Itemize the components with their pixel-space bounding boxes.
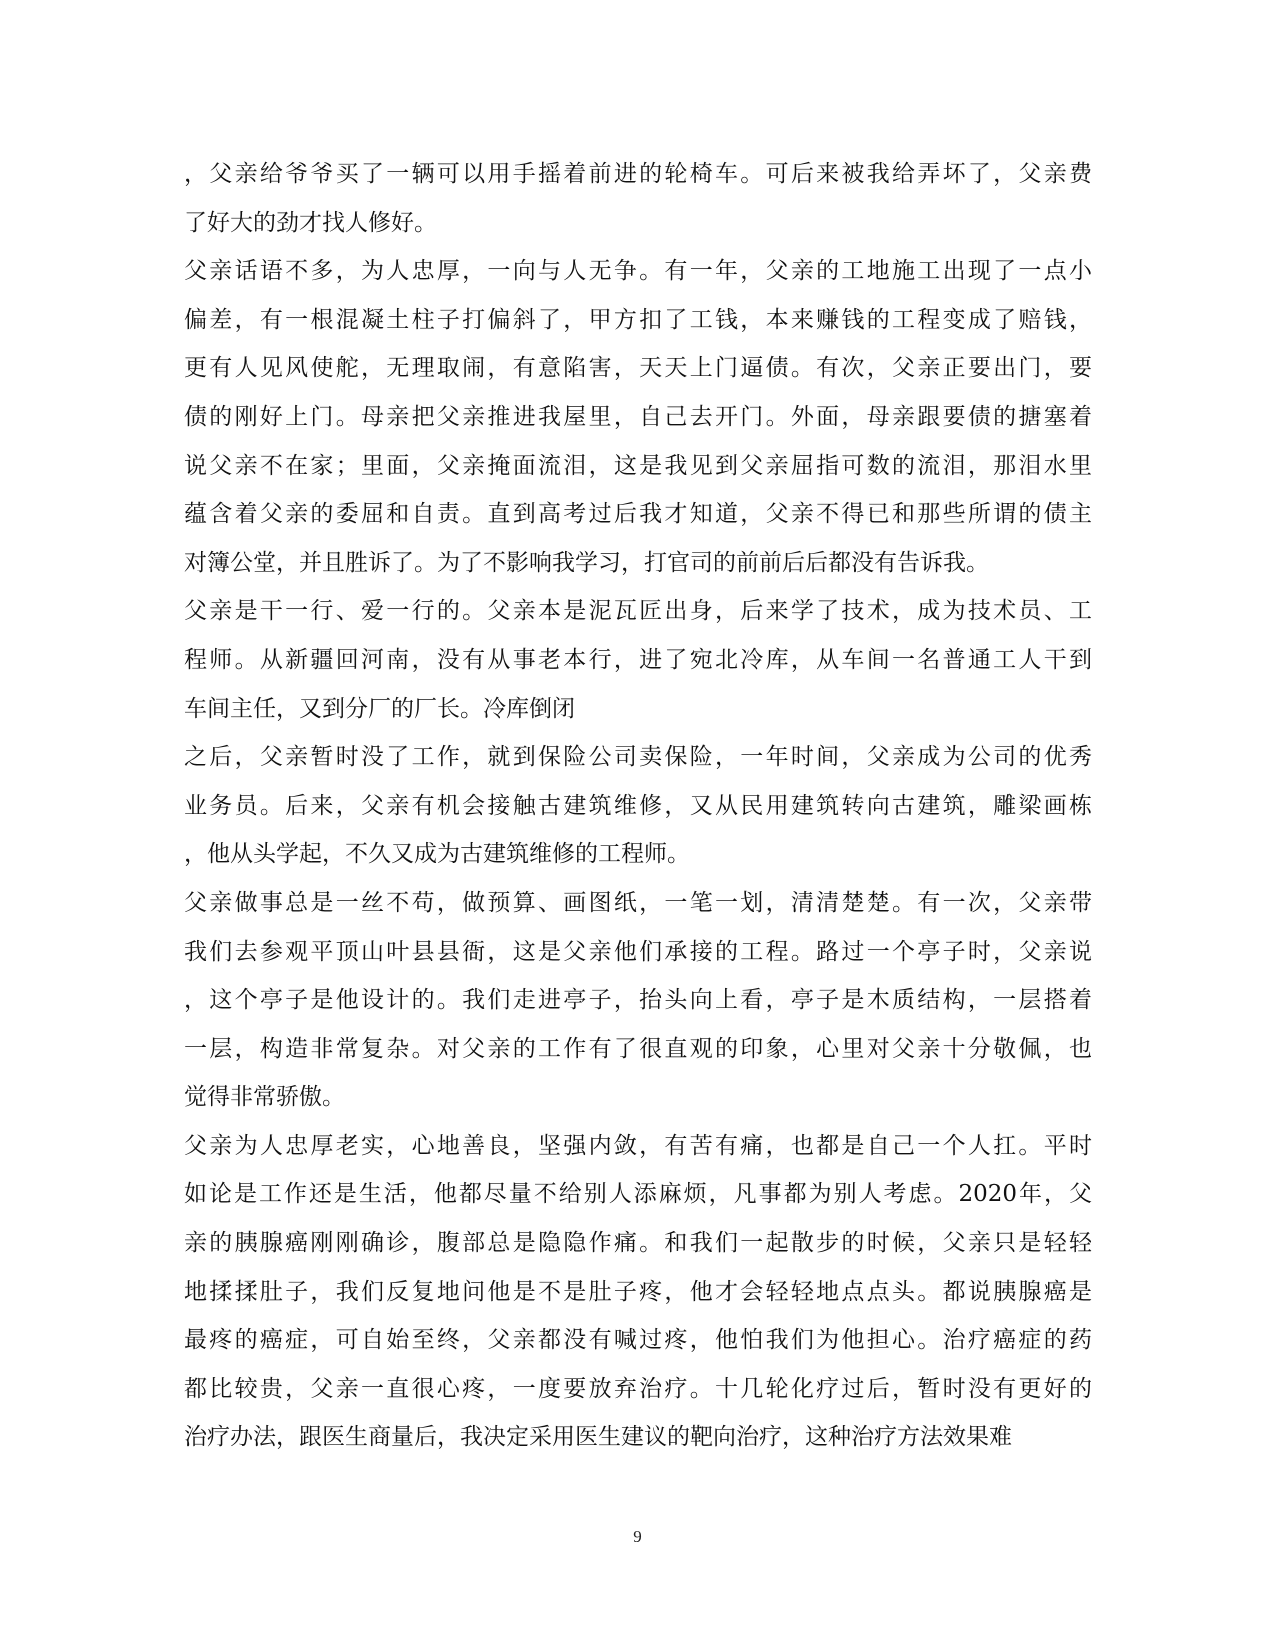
text-line: 治疗办法，跟医生商量后，我决定采用医生建议的靶向治疗，这种治疗方法效果难: [184, 1424, 1012, 1451]
text-line: 车间主任，又到分厂的厂长。冷库倒闭: [184, 695, 575, 722]
text-line: 蕴含着父亲的委屈和自责。直到高考过后我才知道，父亲不得已和那些所谓的债主: [184, 501, 1092, 528]
text-line: 债的刚好上门。母亲把父亲推进我屋里，自己去开门。外面，母亲跟要债的搪塞着: [184, 403, 1092, 430]
text-line: 地揉揉肚子，我们反复地问他是不是肚子疼，他才会轻轻地点点头。都说胰腺癌是: [184, 1278, 1092, 1305]
page-number: 9: [633, 1527, 642, 1546]
text-line: 程师。从新疆回河南，没有从事老本行，进了宛北冷库，从车间一名普通工人干到: [184, 646, 1092, 673]
document-body: [184, 150, 1092, 1462]
text-line: 父亲话语不多，为人忠厚，一向与人无争。有一年，父亲的工地施工出现了一点小: [184, 258, 1092, 285]
paragraph: [184, 150, 1092, 247]
text-line: 我们去参观平顶山叶县县衙，这是父亲他们承接的工程。路过一个亭子时，父亲说: [184, 938, 1092, 965]
text-line: ，这个亭子是他设计的。我们走进亭子，抬头向上看，亭子是木质结构，一层搭着: [184, 987, 1092, 1014]
text-line: ，父亲给爷爷买了一辆可以用手摇着前进的轮椅车。可后来被我给弄坏了，父亲费: [184, 161, 1092, 187]
text-line: 偏差，有一根混凝土柱子打偏斜了，甲方扣了工钱，本来赚钱的工程变成了赔钱，: [184, 306, 1092, 333]
text-line: 最疼的癌症，可自始至终，父亲都没有喊过疼，他怕我们为他担心。治疗癌症的药: [184, 1327, 1092, 1354]
text-line: 一层，构造非常复杂。对父亲的工作有了很直观的印象，心里对父亲十分敬佩，也: [184, 1035, 1092, 1062]
text-line: 觉得非常骄傲。: [184, 1084, 345, 1111]
text-line: 父亲为人忠厚老实，心地善良，坚强内敛，有苦有痛，也都是自己一个人扛。平时: [184, 1132, 1092, 1159]
paragraph: [184, 587, 1092, 733]
text-line: 业务员。后来，父亲有机会接触古建筑维修，又从民用建筑转向古建筑，雕梁画栋: [184, 792, 1092, 819]
text-line: 如论是工作还是生活，他都尽量不给别人添麻烦，凡事都为别人考虑。2020年，父: [184, 1181, 1092, 1208]
text-line: ，他从头学起，不久又成为古建筑维修的工程师。: [184, 841, 690, 868]
paragraph: [184, 247, 1092, 587]
paragraph: [184, 1122, 1092, 1462]
text-line: 对簿公堂，并且胜诉了。为了不影响我学习，打官司的前前后后都没有告诉我。: [184, 549, 989, 576]
text-line: 了好大的劲才找人修好。: [184, 209, 437, 236]
text-line: 父亲做事总是一丝不苟，做预算、画图纸，一笔一划，清清楚楚。有一次，父亲带: [184, 889, 1092, 916]
text-line: 都比较贵，父亲一直很心疼，一度要放弃治疗。十几轮化疗过后，暂时没有更好的: [184, 1375, 1092, 1402]
text-line: 亲的胰腺癌刚刚确诊，腹部总是隐隐作痛。和我们一起散步的时候，父亲只是轻轻: [184, 1230, 1092, 1257]
text-line: 父亲是干一行、爱一行的。父亲本是泥瓦匠出身，后来学了技术，成为技术员、工: [184, 598, 1092, 625]
text-line: 之后，父亲暂时没了工作，就到保险公司卖保险，一年时间，父亲成为公司的优秀: [184, 744, 1092, 771]
text-line: 更有人见风使舵，无理取闹，有意陷害，天天上门逼债。有次，父亲正要出门，要: [184, 355, 1092, 382]
paragraph: [184, 733, 1092, 879]
paragraph: [184, 879, 1092, 1122]
text-line: 说父亲不在家；里面，父亲掩面流泪，这是我见到父亲屈指可数的流泪，那泪水里: [184, 452, 1092, 479]
